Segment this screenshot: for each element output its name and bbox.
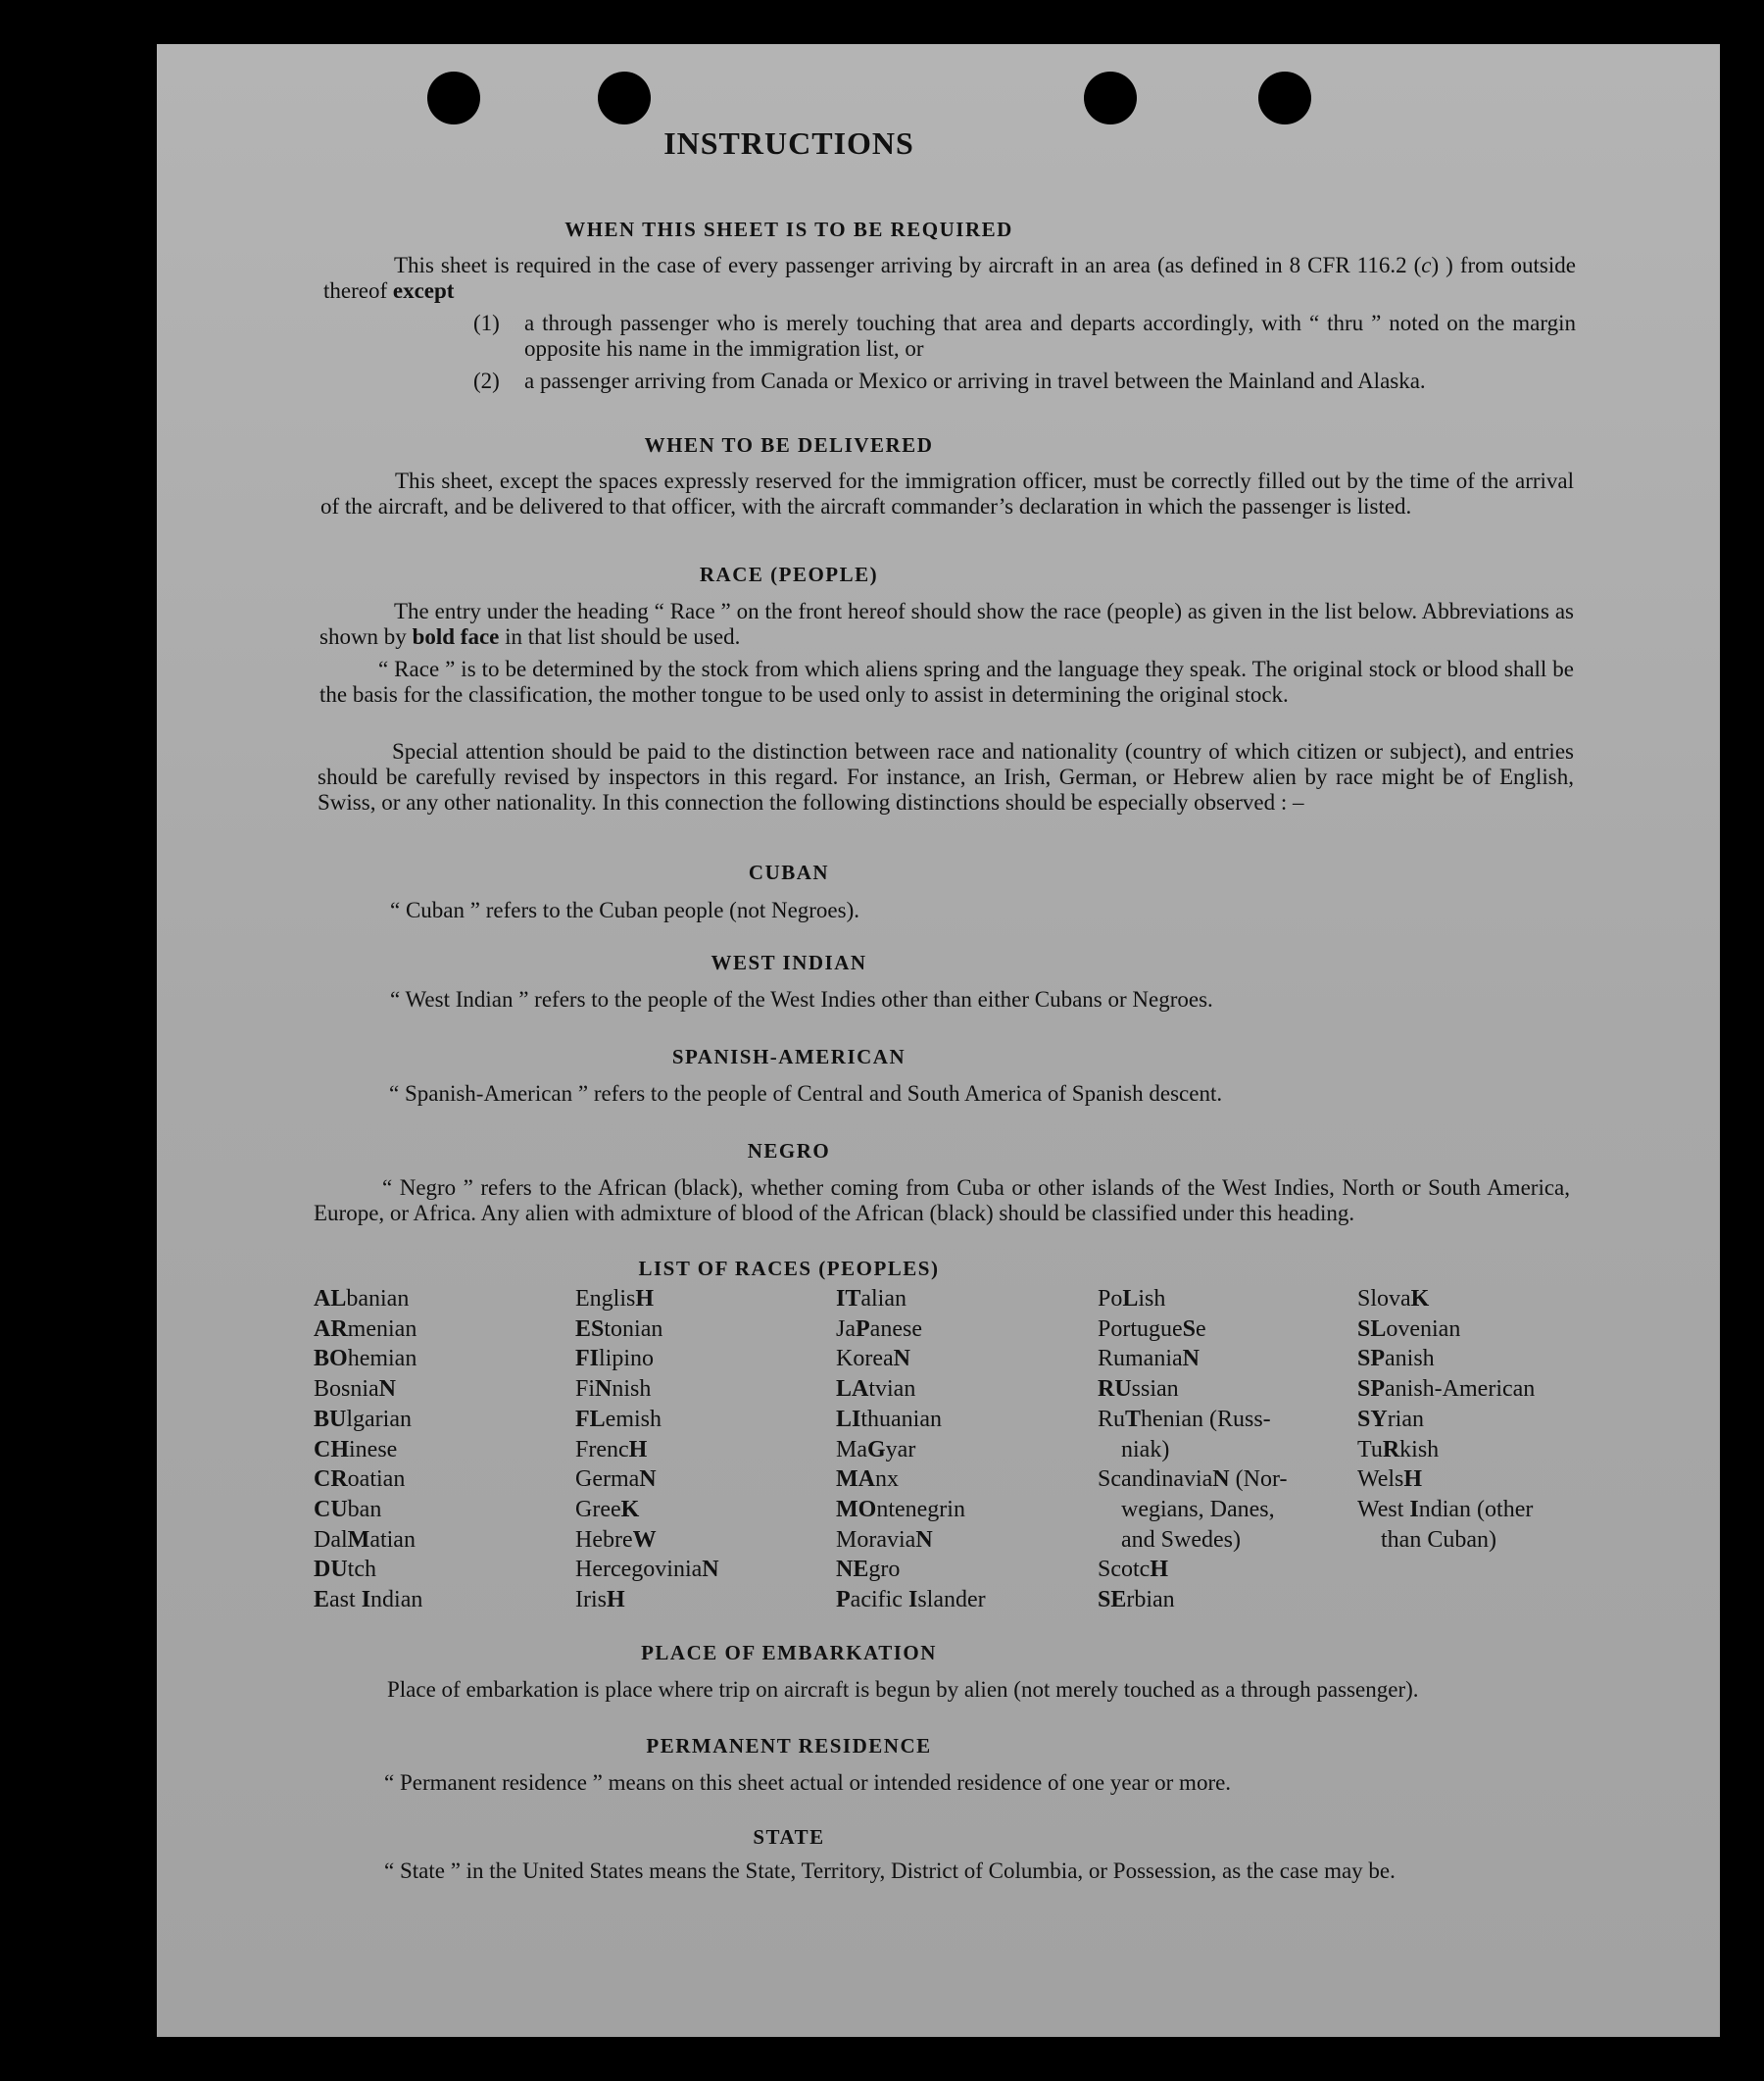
race-entry: BosniaN	[314, 1376, 397, 1403]
race-entry: SlovaK	[1357, 1286, 1430, 1312]
race-entry: SPanish-American	[1357, 1376, 1536, 1403]
heading-when-delivered: WHEN TO BE DELIVERED	[644, 433, 934, 457]
race-entry: LIthuanian	[836, 1406, 942, 1432]
race-entry: MaGyar	[836, 1436, 916, 1462]
race-entry: RuThenian (Russ-	[1098, 1406, 1271, 1432]
race-entry: CRoatian	[314, 1466, 406, 1493]
race-entry: NEgro	[836, 1557, 901, 1583]
heading-negro: NEGRO	[747, 1139, 831, 1163]
para-race-3: Special attention should be paid to the distinction between race and nationality (country of which citizen or subject), and entries should be carefully revised by inspectors in this regard. For instance, an Irish, German, or Hebrew alien by race might be of English, Swiss, or any other nationality. In this connection the following distinctions should be especially observed : –	[318, 739, 1574, 815]
para-negro: “ Negro ” refers to the African (black), whether coming from Cuba or other islands of the West Indies, North or South America, Europe, or Africa. Any alien with admixture of blood of the African (black) should be classified under this heading.	[314, 1175, 1570, 1225]
race-entry: FrencH	[575, 1436, 648, 1462]
punch-hole	[427, 72, 480, 124]
race-entry: CHinese	[314, 1436, 398, 1462]
page-title: INSTRUCTIONS	[663, 125, 914, 161]
race-entry: PoLish	[1098, 1286, 1166, 1312]
race-entry: Pacific Islander	[836, 1587, 986, 1613]
para-when-delivered: This sheet, except the spaces expressly reserved for the immigration officer, must be correctly filled out by the time of the arrival of the aircraft, and be delivered to that officer, with the aircraft commander’s declaration in which the passenger is listed.	[320, 469, 1574, 519]
race-entry: HebreW	[575, 1526, 657, 1553]
race-entry: IrisH	[575, 1587, 625, 1613]
race-entry: FLemish	[575, 1406, 662, 1432]
race-entry: East Indian	[314, 1587, 423, 1613]
punch-hole	[598, 72, 651, 124]
race-entry: ScotcH	[1098, 1557, 1168, 1583]
race-column-3	[836, 1284, 1091, 1615]
race-entry: FIlipino	[575, 1346, 655, 1372]
race-entry: SErbian	[1098, 1587, 1175, 1613]
race-entry: RUssian	[1098, 1376, 1179, 1403]
race-entry: LAtvian	[836, 1376, 916, 1403]
race-entry: RumaniaN	[1098, 1346, 1200, 1372]
race-entry: ARmenian	[314, 1315, 417, 1342]
heading-west-indian: WEST INDIAN	[710, 951, 867, 974]
race-entry: HercegoviniaN	[575, 1557, 719, 1583]
race-entry: CUban	[314, 1496, 382, 1522]
race-entry: JaPanese	[836, 1315, 922, 1342]
race-entry: TuRkish	[1357, 1436, 1440, 1462]
race-column-2	[575, 1284, 830, 1615]
race-entry: GermaN	[575, 1466, 657, 1493]
para-when-required: This sheet is required in the case of every passenger arriving by aircraft in an area (as defined in 8 CFR 116.2 (c) ) from outside thereof except	[323, 253, 1576, 303]
race-column-5	[1357, 1284, 1612, 1555]
race-entry: SLovenian	[1357, 1315, 1461, 1342]
race-entry: niak)	[1098, 1436, 1170, 1462]
para-cuban: “ Cuban ” refers to the Cuban people (not Negroes).	[390, 898, 860, 922]
race-entry: EnglisH	[575, 1286, 655, 1312]
race-entry: SPanish	[1357, 1346, 1435, 1372]
para-state: “ State ” in the United States means the State, Territory, District of Columbia, or Possession, as the case may be.	[384, 1858, 1396, 1883]
race-entry: BUlgarian	[314, 1406, 412, 1432]
para-race-2: “ Race ” is to be determined by the stock from which aliens spring and the language they speak. The original stock or blood shall be the basis for the classification, the mother tongue to be used only to assist in determining the original stock.	[319, 657, 1574, 707]
punch-hole	[1084, 72, 1137, 124]
heading-when-required: WHEN THIS SHEET IS TO BE REQUIRED	[564, 218, 1013, 241]
para-race-1: The entry under the heading “ Race ” on the front hereof should show the race (people) as given in the list below. Abbreviations as shown by bold face in that list should be used.	[319, 599, 1574, 649]
heading-list-of-races: LIST OF RACES (PEOPLES)	[638, 1257, 940, 1280]
para-permanent-residence: “ Permanent residence ” means on this sheet actual or intended residence of one year or more.	[384, 1770, 1232, 1795]
heading-state: STATE	[753, 1825, 825, 1849]
race-entry: wegians, Danes,	[1098, 1496, 1275, 1522]
race-entry: than Cuban)	[1357, 1526, 1496, 1553]
race-entry: ITalian	[836, 1286, 906, 1312]
race-entry: DalMatian	[314, 1526, 416, 1553]
para-west-indian: “ West Indian ” refers to the people of the West Indies other than either Cubans or Negroes.	[390, 987, 1213, 1012]
heading-spanish-american: SPANISH-AMERICAN	[671, 1045, 906, 1068]
race-entry: and Swedes)	[1098, 1526, 1241, 1553]
race-entry: PortugueSe	[1098, 1315, 1206, 1342]
para-embarkation: Place of embarkation is place where trip on aircraft is begun by alien (not merely touched as a through passenger).	[387, 1677, 1419, 1702]
heading-race: RACE (PEOPLE)	[699, 563, 879, 586]
race-column-4	[1098, 1284, 1352, 1615]
race-entry: MOntenegrin	[836, 1496, 965, 1522]
race-entry: MoraviaN	[836, 1526, 933, 1553]
race-entry: BOhemian	[314, 1346, 417, 1372]
race-entry: DUtch	[314, 1557, 376, 1583]
heading-embarkation: PLACE OF EMBARKATION	[641, 1641, 937, 1664]
race-entry: MAnx	[836, 1466, 899, 1493]
race-entry: FiNnish	[575, 1376, 652, 1403]
race-entry: West Indian (other	[1357, 1496, 1534, 1522]
race-entry: GreeK	[575, 1496, 640, 1522]
race-entry: EStonian	[575, 1315, 663, 1342]
race-entry: ScandinaviaN (Nor-	[1098, 1466, 1288, 1493]
race-entry: ALbanian	[314, 1286, 410, 1312]
para-spanish-american: “ Spanish-American ” refers to the people of Central and South America of Spanish descent.	[389, 1081, 1223, 1106]
punch-hole	[1258, 72, 1311, 124]
heading-permanent-residence: PERMANENT RESIDENCE	[646, 1734, 932, 1758]
heading-cuban: CUBAN	[748, 861, 830, 884]
race-entry: SYrian	[1357, 1406, 1424, 1432]
race-entry: WelsH	[1357, 1466, 1423, 1493]
race-column-1	[314, 1284, 568, 1615]
race-entry: KoreaN	[836, 1346, 910, 1372]
